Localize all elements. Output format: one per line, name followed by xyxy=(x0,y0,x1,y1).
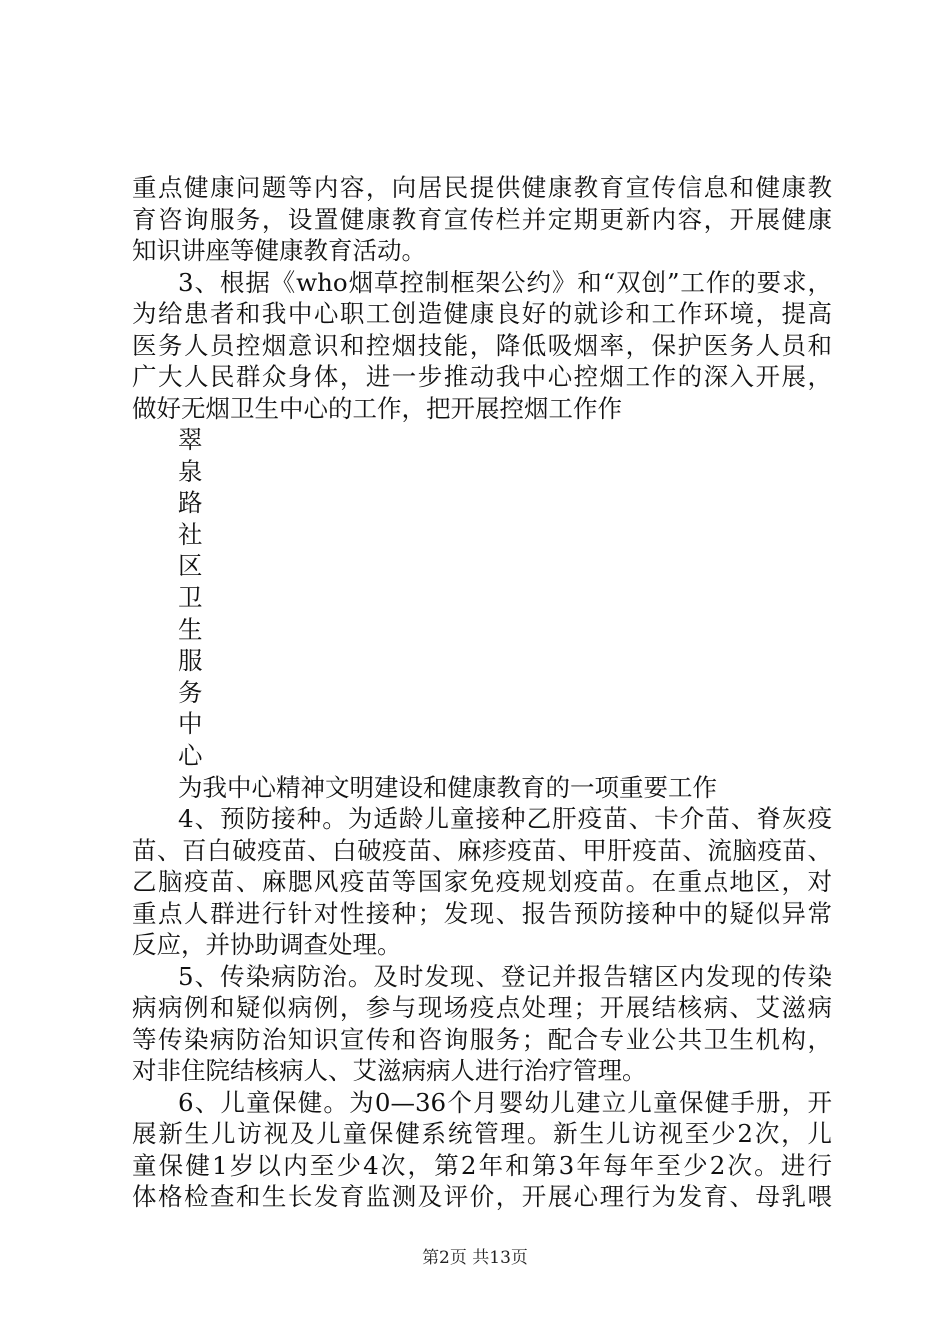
text-line: 重点健康问题等内容，向居民提供健康教育宣传信息和健康教 xyxy=(132,173,832,202)
text-line: 育咨询服务，设置健康教育宣传栏并定期更新内容，开展健康 xyxy=(132,204,832,234)
text-line: 病病例和疑似病例，参与现场疫点处理；开展结核病、艾滋病 xyxy=(132,993,832,1023)
text-line: 童保健1岁以内至少4次，第2年和第3年每年至少2次。进行 xyxy=(132,1150,832,1180)
vertical-char: 生 xyxy=(178,614,203,644)
text-line: 4、预防接种。为适龄儿童接种乙肝疫苗、卡介苗、脊灰疫 xyxy=(178,804,832,834)
vertical-char: 卫 xyxy=(178,582,203,612)
text-line: 6、儿童保健。为0—36个月婴幼儿建立儿童保健手册，开 xyxy=(178,1087,832,1117)
vertical-char: 泉 xyxy=(178,456,203,486)
text-line: 做好无烟卫生中心的工作，把开展控烟工作作 xyxy=(132,393,622,423)
vertical-char: 服 xyxy=(178,646,203,676)
text-line: 等传染病防治知识宣传和咨询服务；配合专业公共卫生机构， xyxy=(132,1024,832,1054)
vertical-org-name xyxy=(132,424,208,772)
text-line: 苗、百白破疫苗、白破疫苗、麻疹疫苗、甲肝疫苗、流脑疫苗、 xyxy=(132,835,832,865)
vertical-char: 区 xyxy=(178,551,203,581)
document-body xyxy=(132,172,832,1213)
text-line: 3、根据《who烟草控制框架公约》和“双创”工作的要求， xyxy=(178,267,832,297)
vertical-char: 心 xyxy=(178,740,203,770)
vertical-char: 社 xyxy=(178,519,203,549)
text-line: 反应，并协助调查处理。 xyxy=(132,930,402,960)
text-line: 广大人民群众身体，进一步推动我中心控烟工作的深入开展， xyxy=(132,362,832,391)
paragraph-block-top xyxy=(132,172,832,424)
text-line: 体格检查和生长发育监测及评价，开展心理行为发育、母乳喂 xyxy=(132,1182,832,1212)
vertical-char: 中 xyxy=(178,709,203,739)
paragraph-block-bottom xyxy=(132,772,832,1213)
text-line: 为我中心精神文明建设和健康教育的一项重要工作 xyxy=(178,772,717,802)
text-line: 5、传染病防治。及时发现、登记并报告辖区内发现的传染 xyxy=(178,961,832,991)
vertical-char: 路 xyxy=(178,488,203,518)
vertical-char: 翠 xyxy=(178,425,203,454)
page-number: 第2页 共13页 xyxy=(422,1248,528,1268)
text-line: 为给患者和我中心职工创造健康良好的就诊和工作环境，提高 xyxy=(132,299,832,328)
vertical-char: 务 xyxy=(178,677,203,707)
text-line: 乙脑疫苗、麻腮风疫苗等国家免疫规划疫苗。在重点地区，对 xyxy=(132,867,832,897)
text-line: 对非住院结核病人、艾滋病病人进行治疗管理。 xyxy=(132,1056,647,1086)
text-line: 重点人群进行针对性接种；发现、报告预防接种中的疑似异常 xyxy=(132,898,832,928)
text-line: 展新生儿访视及儿童保健系统管理。新生儿访视至少2次，儿 xyxy=(132,1119,832,1149)
page-footer xyxy=(0,1243,950,1268)
text-line: 医务人员控烟意识和控烟技能，降低吸烟率，保护医务人员和 xyxy=(132,330,832,360)
text-line: 知识讲座等健康教育活动。 xyxy=(132,236,426,265)
